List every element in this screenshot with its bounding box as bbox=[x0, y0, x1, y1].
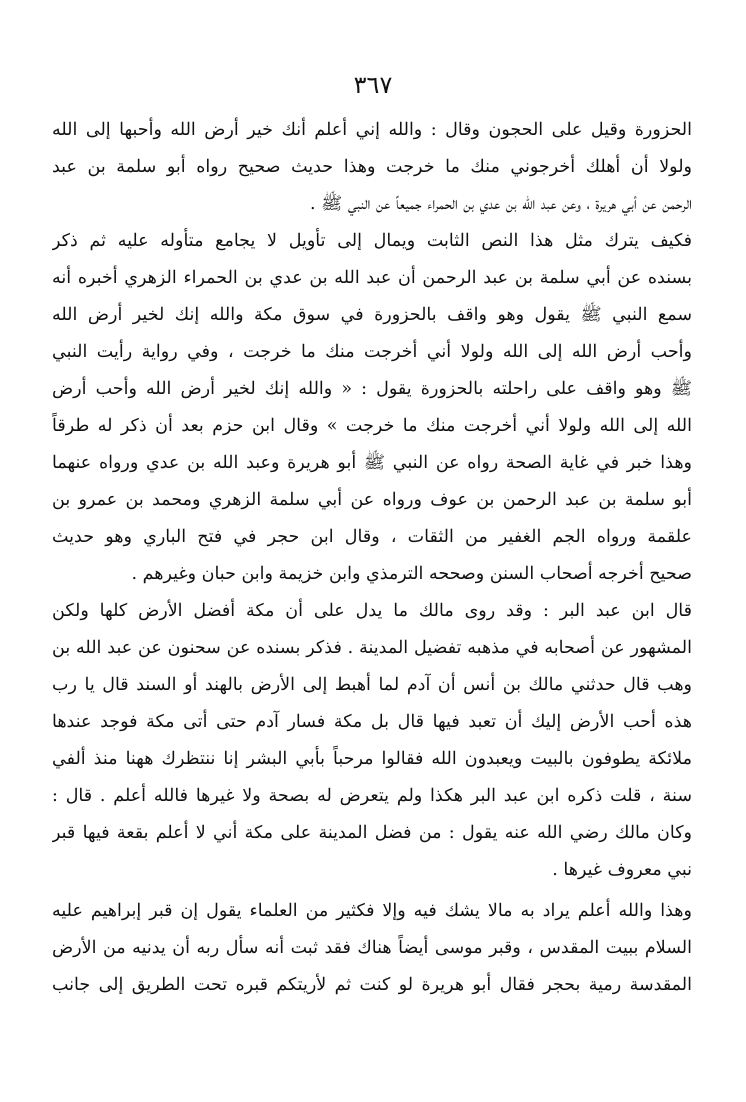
text-line: هذه أحب الأرض إليك أن تعبد فيها قال بل مكة فسار آدم حتى أتى مكة فوجد عندها bbox=[52, 712, 692, 732]
text-line: الرحمن عن أبي هريرة ، وعن عبد الله بن عدي بن الحمراء جميعاً عن النبي ﷺ . bbox=[310, 194, 692, 214]
text-line: وهذا خبر في غاية الصحة رواه عن النبي ﷺ أبو هريرة وعبد الله بن عدي ورواه عنهما bbox=[52, 453, 692, 473]
text-line: ولولا أن أهلك أخرجوني منك ما خرجت وهذا حديث صحيح رواه أبو سلمة بن عبد bbox=[52, 157, 692, 177]
text-line: الحزورة وقيل على الحجون وقال : والله إني أعلم أنك خير أرض الله وأحبها إلى الله bbox=[52, 120, 692, 140]
text-line: ﷺ وهو واقف على راحلته بالحزورة يقول : « والله إنك لخير أرض الله وأحب أرض bbox=[52, 379, 692, 399]
text-line: أبو سلمة بن عبد الرحمن بن عوف ورواه عن أبي سلمة الزهري ومحمد بن عمرو بن bbox=[52, 490, 692, 510]
text-line: صحيح أخرجه أصحاب السنن وصححه الترمذي وابن خزيمة وابن حبان وغيرهم . bbox=[131, 564, 692, 584]
paragraph bbox=[52, 112, 692, 223]
text-line: السلام ببيت المقدس ، وقبر موسى أيضاً هناك فقد ثبت أنه سأل ربه أن يدنيه من الأرض bbox=[52, 938, 692, 958]
paragraph bbox=[52, 593, 692, 889]
text-line: فكيف يترك مثل هذا النص الثابت ويمال إلى تأويل لا يجامع متأوله عليه ثم ذكر bbox=[52, 231, 692, 251]
text-line: بسنده عن أبي سلمة بن عبد الرحمن أن عبد الله بن عدي بن الحمراء الزهري أخبره أنه bbox=[52, 268, 692, 288]
text-line: المشهور عن أصحابه في مذهبه تفضيل المدينة . فذكر بسنده عن سحنون عن عبد الله بن bbox=[52, 638, 692, 658]
text-line: وهذا والله أعلم يراد به مالا يشك فيه وإلا فكثير من العلماء يقول إن قبر إبراهيم عليه bbox=[52, 901, 692, 921]
text-line: وهب قال حدثني مالك بن أنس أن آدم لما أهبط إلى الأرض بالهند أو السند قال يا رب bbox=[52, 675, 692, 695]
text-line: سمع النبي ﷺ يقول وهو واقف بالحزورة في سوق مكة والله إنك لخير أرض الله bbox=[52, 305, 692, 325]
body-text bbox=[52, 112, 692, 1004]
text-line: قال ابن عبد البر : وقد روى مالك ما يدل على أن مكة أفضل الأرض كلها ولكن bbox=[52, 601, 692, 621]
text-line: نبي معروف غيرها . bbox=[552, 860, 692, 880]
text-line: سنة ، قلت ذكره ابن عبد البر هكذا ولم يتعرض له بصحة ولا غيرها فالله أعلم . قال : bbox=[52, 786, 692, 806]
paragraph bbox=[52, 893, 692, 1004]
text-line: ملائكة يطوفون بالبيت ويعبدون الله فقالوا مرحباً بأبي البشر إنا ننتظرك ههنا منذ ألفي bbox=[52, 749, 692, 769]
text-line: المقدسة رمية بحجر فقال أبو هريرة لو كنت ثم لأريتكم قبره تحت الطريق إلى جانب bbox=[52, 975, 692, 995]
text-line: علقمة ورواه الجم الغفير من الثقات ، وقال ابن حجر في فتح الباري وهو حديث bbox=[52, 527, 692, 547]
text-line: وأحب أرض الله إلى الله ولولا أني أخرجت منك ما خرجت ، وفي رواية رأيت النبي bbox=[52, 342, 692, 362]
text-line: وكان مالك رضي الله عنه يقول : من فضل المدينة على مكة أني لا أعلم بقعة فيها قبر bbox=[52, 823, 692, 843]
page-number: ٣٦٧ bbox=[353, 71, 393, 99]
paragraph bbox=[52, 223, 692, 593]
text-line: الله إلى الله ولولا أني أخرجت منك ما خرجت » وقال ابن حزم بعد أن ذكر له طرقاً bbox=[52, 416, 692, 436]
